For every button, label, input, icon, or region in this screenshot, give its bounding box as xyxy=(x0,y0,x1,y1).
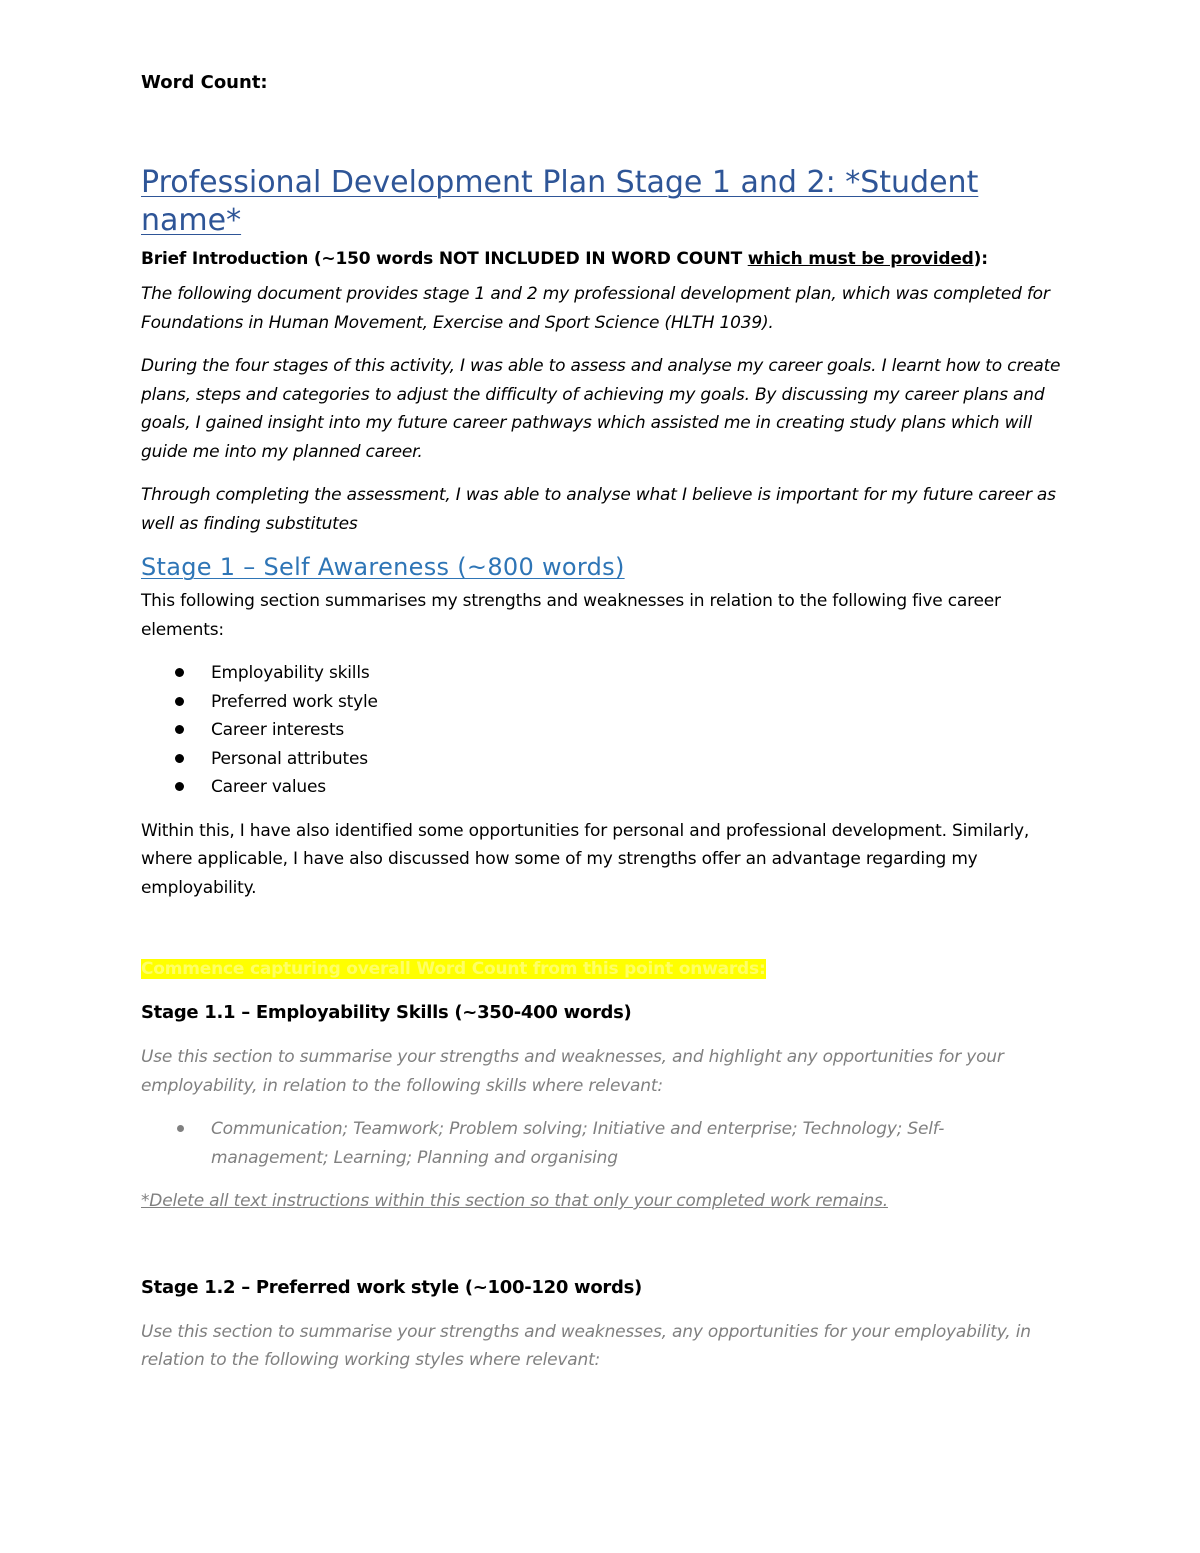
list-item-label: Personal attributes xyxy=(211,748,368,769)
intro-paragraph: The following document provides stage 1 and 2 my professional development plan, which was completed for Foundations in Human Movement, Exercise and Sport Science (HLTH 1039). xyxy=(141,284,1050,333)
intro-heading xyxy=(141,246,1061,272)
list-item-label: Employability skills xyxy=(211,663,370,683)
intro-paragraph: During the four stages of this activity, I was able to assess and analyse my career goals. I learnt how to create plans, steps and categories to adjust the difficulty of achieving my goals. By discussing my career plans and goals, I gained insight into my future career pathways which assisted me in creating study plans which will guide me into my planned career. xyxy=(141,356,1061,462)
intro-heading-text: Brief Introduction (~150 words NOT INCLUDED IN WORD COUNT xyxy=(141,249,748,269)
skills-list xyxy=(141,1115,1061,1172)
intro-heading-underlined: which must be provided xyxy=(747,249,974,269)
bullet-icon xyxy=(177,1125,184,1132)
word-count-highlight xyxy=(141,955,1061,983)
list-item-label: Career interests xyxy=(211,720,345,740)
bullet-icon xyxy=(175,697,184,706)
document-title: Professional Development Plan Stage 1 and 2: *Student name* xyxy=(141,165,979,238)
stage1-summary: Within this, I have also identified some opportunities for personal and professional development. Similarly, where applicable, I have also discussed how some of my strengths offer an advantage regarding my employability. xyxy=(141,820,1030,898)
intro-heading-close: ): xyxy=(973,249,988,269)
list-item xyxy=(141,773,1061,802)
stage1-1-heading: Stage 1.1 – Employability Skills (~350-400 words) xyxy=(141,1002,632,1023)
bullet-icon xyxy=(175,782,184,791)
list-item xyxy=(141,688,1061,717)
bullet-icon xyxy=(175,725,184,734)
stage1-heading: Stage 1 – Self Awareness (~800 words) xyxy=(141,553,625,581)
word-count-label: Word Count: xyxy=(141,72,268,93)
list-item xyxy=(141,716,1061,745)
list-item-label: Career values xyxy=(211,777,326,797)
list-item xyxy=(141,659,1061,688)
highlight-text: Commence capturing overall Word Count from this point onwards: xyxy=(141,959,766,979)
list-item-label: Preferred work style xyxy=(211,691,378,712)
document-body xyxy=(141,68,1061,1390)
career-elements-list xyxy=(141,659,1061,802)
bullet-icon xyxy=(175,668,184,677)
list-item xyxy=(141,745,1061,774)
stage1-1-instruction: Use this section to summarise your strengths and weaknesses, and highlight any opportunities for your employability, in relation to the following skills where relevant: xyxy=(141,1047,1004,1096)
bullet-icon xyxy=(175,754,184,763)
stage1-2-heading: Stage 1.2 – Preferred work style (~100-120 words) xyxy=(141,1276,642,1298)
stage1-intro: This following section summarises my strengths and weaknesses in relation to the following five career elements: xyxy=(141,591,1001,640)
list-item xyxy=(141,1115,1061,1172)
stage1-2-instruction: Use this section to summarise your strengths and weaknesses, any opportunities for your employability, in relation to the following working styles where relevant: xyxy=(141,1321,1031,1370)
delete-instructions-note: *Delete all text instructions within this section so that only your completed work remains. xyxy=(141,1191,888,1211)
intro-paragraph: Through completing the assessment, I was able to analyse what I believe is important for my future career as well as finding substitutes xyxy=(141,485,1056,534)
list-item-label: Communication; Teamwork; Problem solving; Initiative and enterprise; Technology; Self-management; Learning; Planning and organising xyxy=(211,1119,945,1168)
